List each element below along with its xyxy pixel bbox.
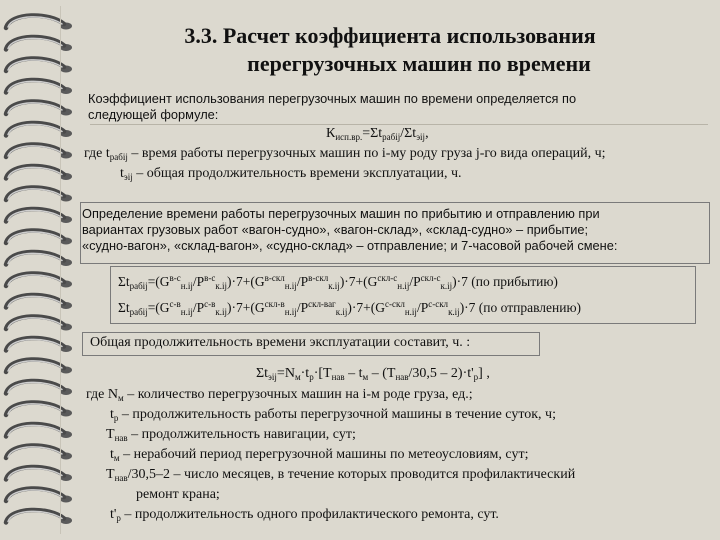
formula-arrival: $\Sigma t_{рабij}=(G^{в-с}_{н.ij}/P^{в-с}_{к.ij})\cdot 7+(G^{в-скл}_{н.ij}/P^{в-скл}_{к.ij})\cdot 7+(G^{скл-с}_{н.ij}/P^{скл-с}_{к.ij})\cdot 7$ (по прибытию) — [118, 273, 558, 291]
definition-t-e: $t_{эij}$ – общая продолжительность времени эксплуатации, ч. — [120, 166, 462, 182]
para2 — [82, 206, 617, 254]
def-t-r-prime: $t'_р$ – продолжительность одного профилактического ремонта, сут. — [110, 507, 499, 523]
formula-t-e: $\Sigma t_{эij}=N_м\cdot t_р\cdot[T_{нав} - t_м - (T_{нав}/30,5 - 2)\cdot t'_р]$ , — [256, 366, 490, 382]
para2-line-2: вариантах грузовых работ «вагон-судно», «вагон-склад», «склад-судно» – прибытие; — [82, 222, 589, 237]
intro-paragraph — [88, 91, 576, 123]
def-months-cont: ремонт крана; — [136, 487, 220, 502]
para2-line-1: Определение времени работы перегрузочных машин по прибытию и отправлению при — [82, 206, 600, 221]
para2-line-3: «судно-вагон», «склад-вагон», «судно-склад» – отправление; и 7-часовой рабочей смене: — [82, 238, 618, 253]
intro-line-1: Коэффициент использования перегрузочных машин по времени определяется по — [88, 91, 577, 106]
def-t-nav: $T_{нав}$ – продолжительность навигации, сут; — [106, 427, 356, 443]
def-t-m: $t_м$ – нерабочий период перегрузочной машины по метеоусловиям, сут; — [110, 447, 529, 463]
title-line-2: перегрузочных машин по времени — [247, 51, 591, 76]
para3-line-1: Общая продолжительность времени эксплуатации составит, ч. : — [90, 335, 471, 350]
definition-t-rab: где $t_{рабij}$ – время работы перегрузочных машин по i-му роду груза j-го вида операций, ч; — [84, 146, 606, 162]
page-title — [80, 22, 700, 78]
title-line-1: 3.3. Расчет коэффициента использования — [184, 23, 596, 48]
def-t-r: $t_р$ – продолжительность работы перегрузочной машины в течение суток, ч; — [110, 407, 556, 423]
def-n-m: где $N_м$ – количество перегрузочных машин на i-м роде груза, ед.; — [86, 387, 473, 403]
formula-k: $К_{исп.вр.}=\Sigma t_{рабij}/\Sigma t_{эij}$, — [326, 126, 429, 142]
def-months: $T_{нав}/30,5-2$ – число месяцев, в течение которых проводится профилактический — [106, 467, 576, 483]
formula-departure: $\Sigma t_{рабij}=(G^{с-в}_{н.ij}/P^{с-в}_{к.ij})\cdot 7+(G^{скл-в}_{н.ij}/P^{скл-ваг}_{к.ij})\cdot 7+(G^{с-скл}_{н.ij}/P^{с-скл}_{к.ij})\cdot 7$ (по отправлению) — [118, 299, 582, 317]
intro-line-2: следующей формуле: — [88, 107, 219, 122]
divider — [90, 124, 708, 125]
